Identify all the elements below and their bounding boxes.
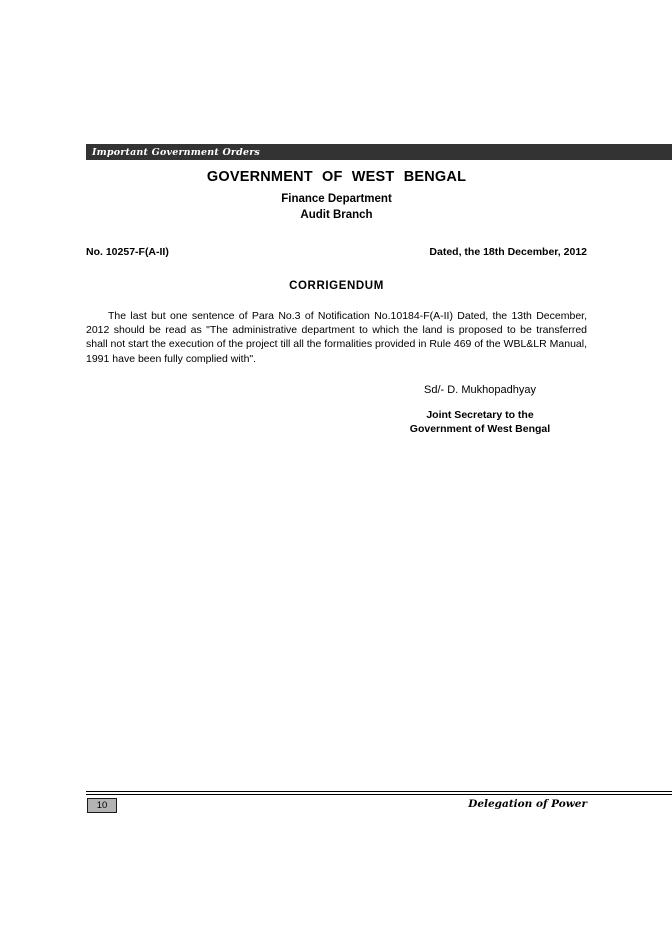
running-header-label: Important Government Orders	[92, 146, 260, 158]
document-content	[86, 168, 587, 376]
footer-book-title: Delegation of Power	[468, 798, 587, 810]
signature-block	[290, 383, 670, 436]
signatory-designation-line-1: Joint Secretary to the	[426, 409, 534, 421]
department-name: Finance Department	[281, 193, 392, 205]
signatory-designation	[290, 409, 670, 436]
notification-date: Dated, the 18th December, 2012	[429, 246, 587, 258]
signatory-designation-line-2: Government of West Bengal	[409, 422, 551, 435]
notification-number: No. 10257-F(A-II)	[86, 246, 169, 258]
page-footer	[86, 791, 672, 821]
branch-name: Audit Branch	[300, 209, 373, 221]
running-header-bar	[86, 144, 672, 160]
footer-rule-top	[86, 791, 672, 792]
footer-rule-bottom	[86, 794, 672, 795]
organization-title: GOVERNMENT OF WEST BENGAL	[206, 169, 467, 185]
signatory-name: Sd/- D. Mukhopadhyay	[424, 384, 536, 396]
notification-meta-row	[86, 246, 587, 258]
document-kind-heading: CORRIGENDUM	[289, 280, 384, 292]
body-paragraph: The last but one sentence of Para No.3 of Notification No.10184-F(A-II) Dated, the 13th December, 2012 should be read as "The administrative department to which the land is proposed to be transferred shall not start the execution of the project till all the formalities provided in Rule 469 of the WBL&LR Manual, 1991 have been fully complied with".	[86, 310, 587, 365]
page-number: 10	[87, 798, 117, 813]
